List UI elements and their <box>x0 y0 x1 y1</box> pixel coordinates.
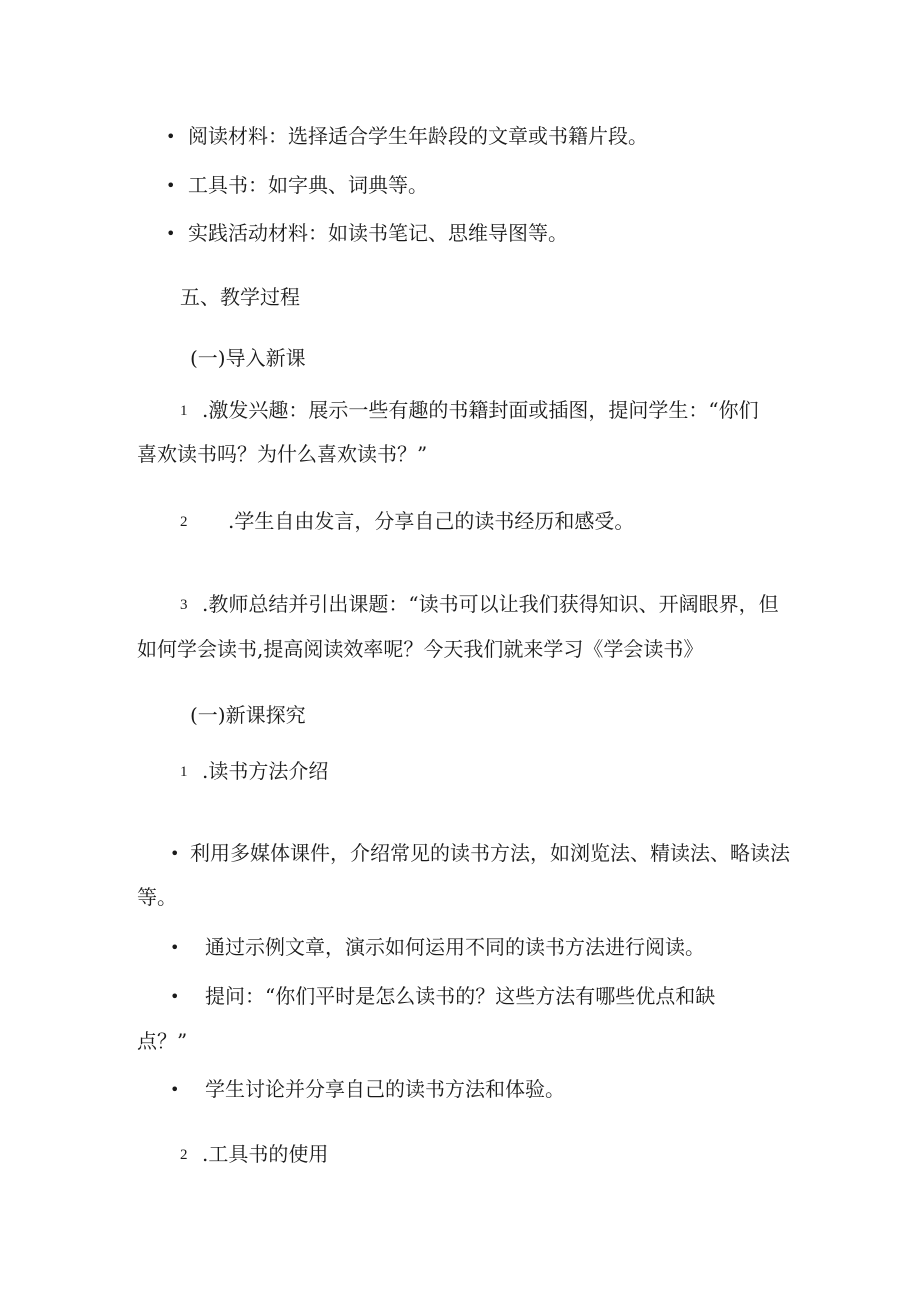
paragraph-teacher-summary-line1: .教师总结并引出课题：“读书可以让我们获得知识、开阔眼界，但 <box>202 592 779 616</box>
paragraph-arouse-interest-line2: 喜欢读书吗？为什么喜欢读书？” <box>137 442 428 466</box>
item-number: 3 <box>180 597 188 613</box>
item-number: 1 <box>180 764 188 780</box>
bullet-reading-materials: 阅读材料：选择适合学生年龄段的文章或书籍片段。 <box>188 124 648 148</box>
bullet-icon: • <box>166 224 176 243</box>
bullet-icon: • <box>170 987 180 1006</box>
bullet-icon: • <box>170 938 180 957</box>
section-heading-teaching-process: 五、教学过程 <box>180 285 300 309</box>
item-number: 1 <box>180 403 188 419</box>
bullet-discussion: 学生讨论并分享自己的读书方法和体验。 <box>205 1077 565 1101</box>
bullet-icon: • <box>170 1080 180 1099</box>
bullet-question-line2: 点？” <box>137 1029 188 1053</box>
bullet-question-line1: 提问：“你们平时是怎么读书的？这些方法有哪些优点和缺 <box>205 984 716 1008</box>
bullet-multimedia-line1: 利用多媒体课件，介绍常见的读书方法，如浏览法、精读法、略读法 <box>190 841 790 865</box>
bullet-multimedia-line2: 等。 <box>137 885 177 909</box>
item-reference-book-usage: .工具书的使用 <box>202 1142 329 1166</box>
bullet-practice-materials: 实践活动材料：如读书笔记、思维导图等。 <box>188 221 568 245</box>
item-reading-methods: .读书方法介绍 <box>202 759 329 783</box>
item-number: 2 <box>180 1147 188 1163</box>
bullet-icon: • <box>166 176 176 195</box>
item-number: 2 <box>180 514 188 530</box>
bullet-icon: • <box>166 127 176 146</box>
bullet-reference-books: 工具书：如字典、词典等。 <box>188 173 428 197</box>
subheading-new-lesson: (一)新课探究 <box>190 703 306 727</box>
bullet-icon: • <box>170 844 180 863</box>
bullet-demonstration: 通过示例文章，演示如何运用不同的读书方法进行阅读。 <box>205 935 705 959</box>
paragraph-arouse-interest-line1: .激发兴趣：展示一些有趣的书籍封面或插图，提问学生：“你们 <box>202 398 759 422</box>
subheading-introduction: (一)导入新课 <box>190 346 306 370</box>
paragraph-free-speech: .学生自由发言，分享自己的读书经历和感受。 <box>228 509 635 533</box>
paragraph-teacher-summary-line2: 如何学会读书,提高阅读效率呢？今天我们就来学习《学会读书》 <box>137 637 704 661</box>
